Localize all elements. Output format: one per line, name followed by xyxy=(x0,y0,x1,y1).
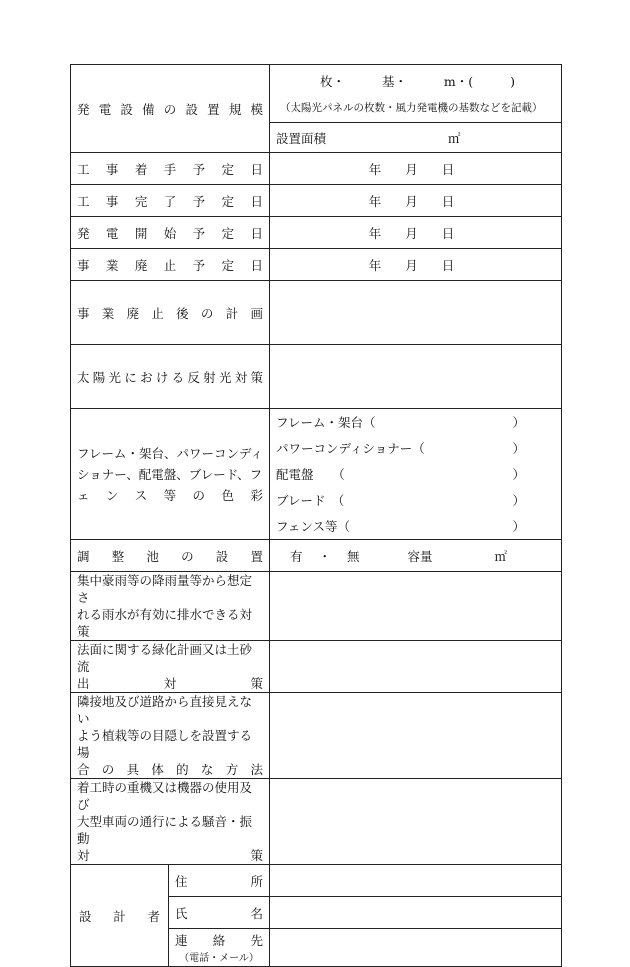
screening-line-2: よう植栽等の目隠しを設置する場 xyxy=(77,728,253,760)
slope-field[interactable] xyxy=(270,641,562,693)
slope-line-1: 法面に関する緑化計画又は土砂流 xyxy=(77,642,253,674)
scale-units-cell[interactable] xyxy=(270,65,562,123)
month-unit: 月 xyxy=(405,257,418,273)
post-closure-plan-field[interactable] xyxy=(270,281,562,345)
screening-line-3: 合の具体的な方法 xyxy=(77,762,264,777)
month-unit: 月 xyxy=(405,161,418,177)
business-end-date[interactable] xyxy=(270,249,562,281)
designer-contact-label xyxy=(169,929,270,967)
construction-end-label: 工事完了予定日 xyxy=(71,185,270,217)
color-item-close: ） xyxy=(512,415,526,430)
color-item-close: ） xyxy=(512,493,526,508)
year-unit: 年 xyxy=(368,225,382,241)
designer-name-label: 氏名 xyxy=(169,897,270,929)
color-item-label: 配電盤 （ xyxy=(276,467,345,482)
units-turbines: 基・ xyxy=(381,74,407,89)
area-cell[interactable] xyxy=(270,123,562,153)
color-item-fence[interactable] xyxy=(276,513,555,539)
noise-line-1: 着工時の重機又は機器の使用及び xyxy=(77,780,253,812)
color-item-label: パワーコンディショナー（ xyxy=(276,441,425,456)
units-meters: m・( xyxy=(443,74,474,89)
day-unit: 日 xyxy=(441,161,455,177)
rainwater-line-1: 集中豪雨等の降雨量等から想定さ xyxy=(77,573,253,605)
noise-label xyxy=(71,779,270,865)
colors-label xyxy=(71,409,270,540)
retention-pond-label: 調整池の設置 xyxy=(71,540,270,572)
generation-start-label: 発電開始予定日 xyxy=(71,217,270,249)
month-unit: 月 xyxy=(405,193,418,209)
color-item-close: ） xyxy=(512,441,526,456)
noise-field[interactable] xyxy=(270,779,562,865)
post-closure-plan-label: 事業廃止後の計画 xyxy=(71,281,270,345)
capacity-label: 容量 xyxy=(407,548,433,564)
color-item-frame[interactable] xyxy=(276,409,555,435)
color-item-close: ） xyxy=(512,467,526,482)
year-unit: 年 xyxy=(368,161,382,177)
color-item-power-conditioner[interactable] xyxy=(276,435,555,461)
retention-no[interactable]: 無 xyxy=(347,548,360,564)
contact-label: 連絡先 xyxy=(175,933,264,948)
designer-address-label: 住所 xyxy=(169,865,270,897)
color-item-blade[interactable] xyxy=(276,487,555,513)
scale-label: 発電設備の設置規模 xyxy=(71,65,270,153)
color-item-close: ） xyxy=(512,519,526,534)
construction-start-date[interactable] xyxy=(270,153,562,185)
units-panels: 枚・ xyxy=(320,74,346,89)
day-unit: 日 xyxy=(441,225,455,241)
area-unit: ㎡ xyxy=(448,130,461,146)
solar-reflection-field[interactable] xyxy=(270,345,562,409)
year-unit: 年 xyxy=(368,193,382,209)
screening-label xyxy=(71,693,270,779)
solar-reflection-label: 太陽光における反射光対策 xyxy=(71,345,270,409)
generation-start-date[interactable] xyxy=(270,217,562,249)
colors-label-line-1: フレーム・架台、パワーコンディ xyxy=(77,445,264,461)
rainwater-label xyxy=(71,572,270,641)
noise-line-2: 大型車両の通行による騒音・振動 xyxy=(77,814,253,846)
day-unit: 日 xyxy=(441,257,455,273)
colors-field[interactable] xyxy=(270,409,562,540)
retention-pond-field[interactable] xyxy=(270,540,562,572)
designer-contact-field[interactable] xyxy=(270,929,562,967)
color-item-label: フェンス等（ xyxy=(276,519,351,534)
rainwater-field[interactable] xyxy=(270,572,562,641)
color-item-switchboard[interactable] xyxy=(276,461,555,487)
color-item-label: ブレード （ xyxy=(276,493,345,508)
retention-yes[interactable]: 有 xyxy=(290,548,303,564)
units-close-paren: ) xyxy=(510,73,515,89)
slope-line-2: 出対策 xyxy=(77,676,264,691)
screening-line-1: 隣接地及び道路から直接見えない xyxy=(77,694,253,726)
application-form-table xyxy=(70,64,562,967)
colors-label-line-3: ェンス等の色彩 xyxy=(77,487,264,503)
screening-field[interactable] xyxy=(270,693,562,779)
year-unit: 年 xyxy=(368,257,382,273)
colors-label-line-2: ショナー、配電盤、ブレード、フ xyxy=(77,466,263,482)
area-label: 設置面積 xyxy=(276,130,327,146)
day-unit: 日 xyxy=(441,193,455,209)
retention-sep: ・ xyxy=(318,548,332,564)
capacity-unit: ㎡ xyxy=(494,548,508,564)
business-end-label: 事業廃止予定日 xyxy=(71,249,270,281)
designer-name-field[interactable] xyxy=(270,897,562,929)
month-unit: 月 xyxy=(405,225,418,241)
scale-note: （太陽光パネルの枚数・風力発電機の基数などを記載） xyxy=(280,102,543,114)
noise-line-3: 対策 xyxy=(77,848,264,863)
construction-start-label: 工事着手予定日 xyxy=(71,153,270,185)
color-item-label: フレーム・架台（ xyxy=(276,415,376,430)
rainwater-line-2: れる雨水が有効に排水できる対策 xyxy=(77,607,253,639)
contact-note: （電話・メール） xyxy=(179,953,259,964)
designer-label: 設計者 xyxy=(71,865,169,967)
construction-end-date[interactable] xyxy=(270,185,562,217)
designer-address-field[interactable] xyxy=(270,865,562,897)
slope-label xyxy=(71,641,270,693)
